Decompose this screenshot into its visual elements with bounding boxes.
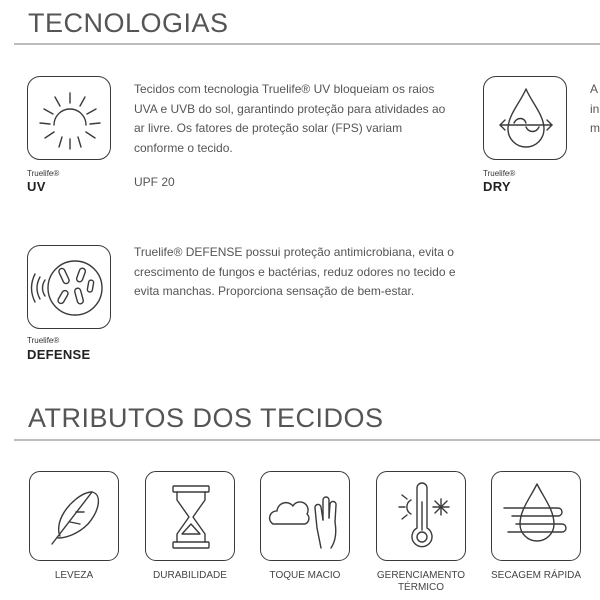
attribute-label: TOQUE MACIO bbox=[269, 570, 341, 581]
section-title-tecnologias: TECNOLOGIAS bbox=[28, 8, 229, 38]
sun-icon bbox=[27, 76, 111, 160]
tech-description-defense: Truelife® DEFENSE possui proteção antimicrobiana, evita o crescimento de fungos e bactérias, reduz odores no tecido e evita manchas. Proporciona sensação de bem-estar. bbox=[134, 245, 456, 298]
brand-label: Truelife® bbox=[483, 169, 516, 178]
tech-name-defense: DEFENSE bbox=[27, 347, 91, 362]
brand-label: Truelife® bbox=[27, 169, 60, 178]
water-drop-icon bbox=[483, 76, 567, 160]
thermometer-icon bbox=[376, 471, 466, 561]
drying-drop-icon bbox=[491, 471, 581, 561]
section-divider bbox=[14, 43, 600, 45]
brand-label: Truelife® bbox=[27, 336, 60, 345]
attribute-label: DURABILIDADE bbox=[153, 570, 227, 581]
hourglass-icon bbox=[145, 471, 235, 561]
section-divider bbox=[14, 439, 600, 441]
upf-value: UPF 20 bbox=[134, 175, 175, 189]
bacteria-icon bbox=[27, 245, 111, 329]
tech-name-uv: UV bbox=[27, 179, 46, 194]
attribute-label: LEVEZA bbox=[54, 570, 94, 581]
cloud-hand-icon bbox=[260, 471, 350, 561]
section-title-atributos: ATRIBUTOS DOS TECIDOS bbox=[28, 403, 384, 433]
tech-description-dry: A in m bbox=[590, 82, 600, 135]
attribute-label: SECAGEM RÁPIDA bbox=[490, 570, 582, 581]
tech-name-dry: DRY bbox=[483, 179, 511, 194]
tech-description-uv: Tecidos com tecnologia Truelife® UV bloqueiam os raios UVA e UVB do sol, garantindo proteção para atividades ao ar livre. Os fatores de proteção solar (FPS) variam conforme o tecido. bbox=[134, 82, 446, 155]
feather-icon bbox=[29, 471, 119, 561]
attribute-label: GERENCIAMENTO TÉRMICO bbox=[376, 570, 466, 593]
